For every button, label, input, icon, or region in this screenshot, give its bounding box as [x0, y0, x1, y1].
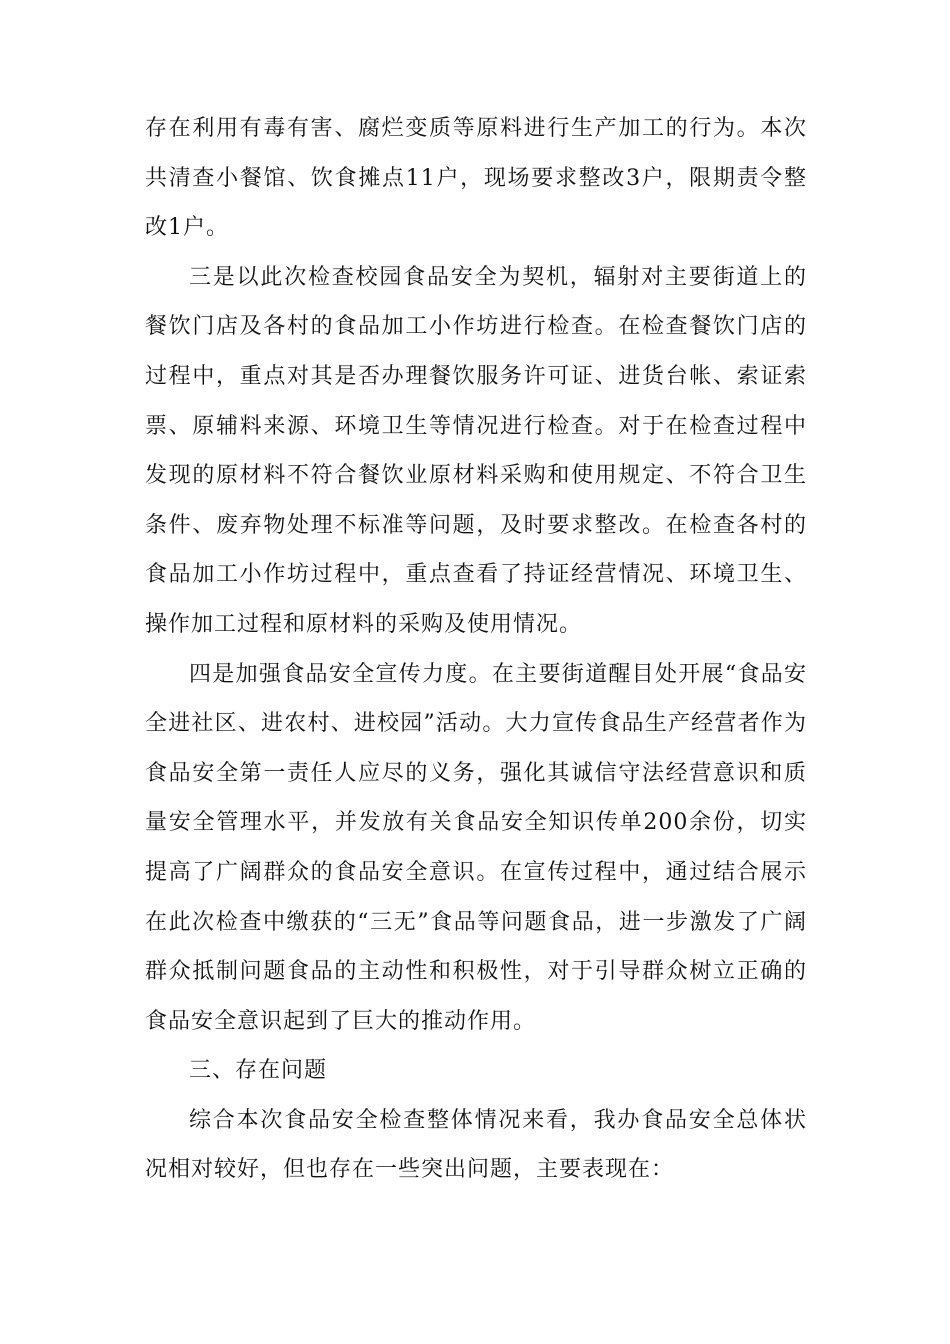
- paragraph-4: 综合本次食品安全检查整体情况来看，我办食品安全总体状况相对较好，但也存在一些突出问题，主要表现在：: [145, 1107, 807, 1183]
- section-heading: 三、存在问题: [189, 1058, 328, 1084]
- paragraph-1: 存在利用有毒有害、腐烂变质等原料进行生产加工的行为。本次共清查小餐馆、饮食摊点11户，现场要求整改3户，限期责令整改1户。: [145, 116, 807, 241]
- paragraph-2: 三是以此次检查校园食品安全为契机，辐射对主要街道上的餐饮门店及各村的食品加工小作坊进行检查。在检查餐饮门店的过程中，重点对其是否办理餐饮服务许可证、进货台帐、索证索票、原辅料来源、环境卫生等情况进行检查。对于在检查过程中发现的原材料不符合餐饮业原材料采购和使用规定、不符合卫生条件、废弃物处理不标准等问题，及时要求整改。在检查各村的食品加工小作坊过程中，重点查看了持证经营情况、环境卫生、操作加工过程和原材料的采购及使用情况。: [145, 264, 807, 637]
- body-text: [145, 104, 807, 1195]
- paragraph-3: 四是加强食品安全宣传力度。在主要街道醒目处开展“食品安全进社区、进农村、进校园”活动。大力宣传食品生产经营者作为食品安全第一责任人应尽的义务，强化其诚信守法经营意识和质量安全管理水平，并发放有关食品安全知识传单200余份，切实提高了广阔群众的食品安全意识。在宣传过程中，通过结合展示在此次检查中缴获的“三无”食品等问题食品，进一步激发了广阔群众抵制问题食品的主动性和积极性，对于引导群众树立正确的食品安全意识起到了巨大的推动作用。: [145, 661, 807, 1034]
